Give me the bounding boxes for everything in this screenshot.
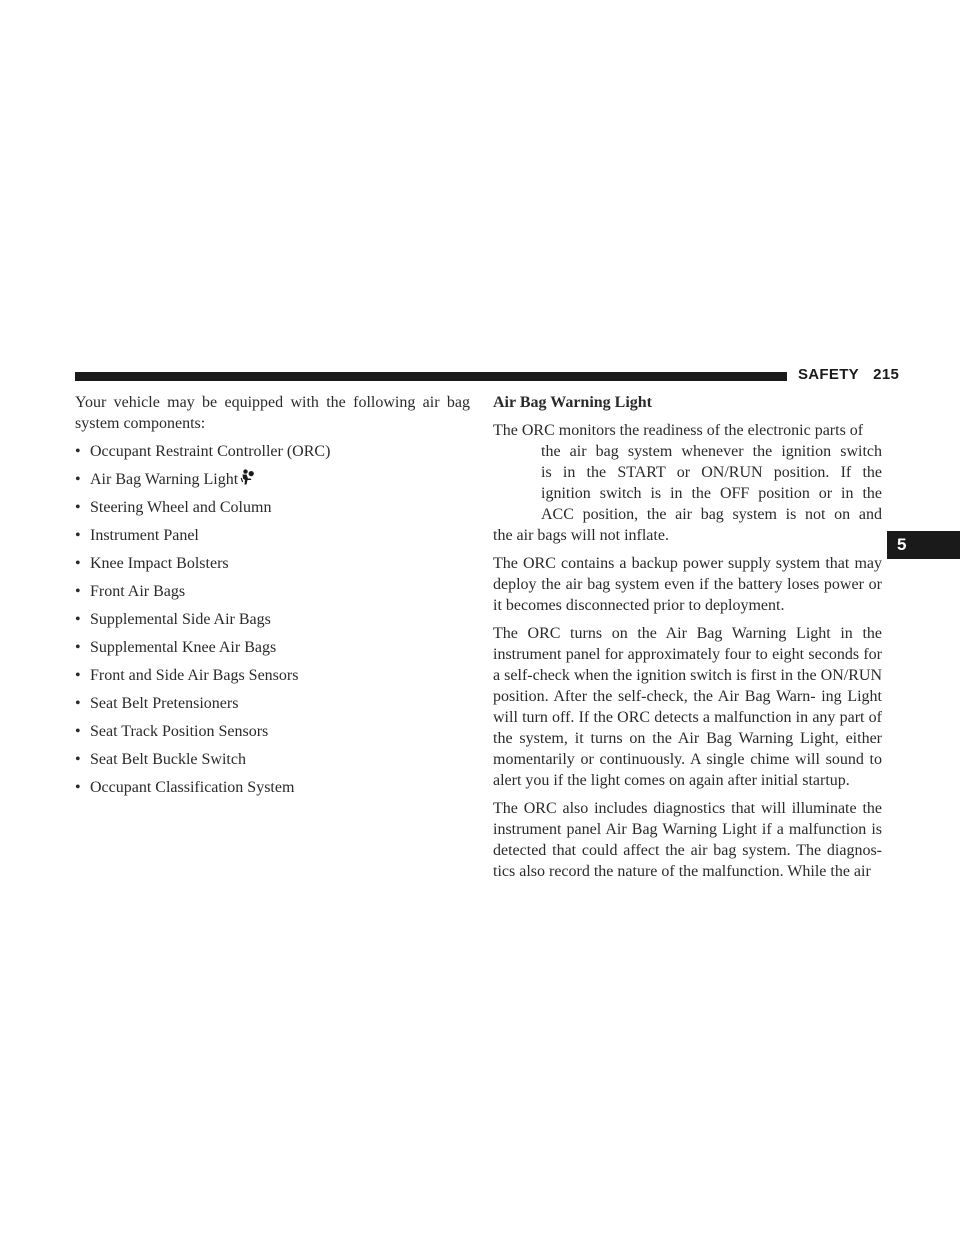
bullet: • [75,471,81,488]
section-heading: Air Bag Warning Light [493,394,652,411]
list-item [75,497,470,518]
paragraph-line: ACC position, the air bag system is not on and [541,506,882,523]
bullet: • [75,443,81,460]
page-number: 215 [873,366,900,383]
bullet: • [75,611,81,628]
bullet: • [75,723,81,740]
list-item [75,665,470,686]
bullet: • [75,695,81,712]
list-item-label: Supplemental Side Air Bags [90,611,271,628]
left-column [75,392,470,805]
paragraph-readiness [493,420,882,546]
list-item-label: Air Bag Warning Light [90,471,239,488]
bullet: • [75,639,81,656]
paragraph-line: the air bag system whenever the ignition switch [541,443,882,460]
list-item-label: Front Air Bags [90,583,186,600]
list-item-label: Steering Wheel and Column [90,499,272,516]
list-item-label: Seat Belt Buckle Switch [90,751,246,768]
list-item [75,693,470,714]
list-item [75,441,470,462]
section-title: SAFETY [798,366,859,383]
list-item-label: Supplemental Knee Air Bags [90,639,277,656]
list-item [75,749,470,770]
list-item-label: Seat Track Position Sensors [90,723,269,740]
chapter-tab: 5 [887,531,960,559]
list-item-label: Occupant Classification System [90,779,295,796]
bullet: • [75,499,81,516]
bullet: • [75,667,81,684]
list-item-label: Instrument Panel [90,527,199,544]
bullet: • [75,583,81,600]
right-column [493,392,882,889]
paragraph-self-check: The ORC turns on the Air Bag Warning Light in the instrument panel for approximately four to eight seconds for a self-check when the ignition switch is first in the ON/RUN position. After the self-check, the Air Bag Warn- ing Light will turn off. If the ORC detects a malfunction in any part of the system, it turns on the Air Bag Warning Light, either momentarily or continuously. A single chime will sound to alert you if the light comes on again after initial startup. [493,625,882,789]
list-item-label: Knee Impact Bolsters [90,555,229,572]
list-item [75,609,470,630]
paragraph-line: the air bags will not inflate. [493,527,669,544]
bullet: • [75,779,81,796]
bullet: • [75,555,81,572]
running-header [798,366,899,383]
list-item-label: Occupant Restraint Controller (ORC) [90,443,331,460]
airbag-warning-icon [240,469,254,486]
list-item [75,553,470,574]
list-item [75,525,470,546]
intro-paragraph: Your vehicle may be equipped with the following air bag system components: [75,394,470,432]
paragraph-line: ignition switch is in the OFF position or in the [541,485,882,502]
bullet: • [75,527,81,544]
paragraph-diagnostics: The ORC also includes diagnostics that will illuminate the instrument panel Air Bag Warning Light if a malfunction is detected that could affect the air bag system. The diagnos- tics also record the nature of the malfunction. While the air [493,800,882,880]
list-item [75,581,470,602]
list-item-label: Front and Side Air Bags Sensors [90,667,299,684]
bullet: • [75,751,81,768]
list-item [75,777,470,798]
paragraph-line: is in the START or ON/RUN position. If the [541,464,882,481]
list-item-label: Seat Belt Pretensioners [90,695,239,712]
paragraph-line: The ORC monitors the readiness of the electronic parts of [493,422,864,439]
paragraph-backup-power: The ORC contains a backup power supply system that may deploy the air bag system even if the battery loses power or it becomes disconnected prior to deployment. [493,555,882,614]
list-item [75,469,470,490]
list-item [75,637,470,658]
component-list [75,441,470,798]
list-item [75,721,470,742]
header-rule [75,372,787,381]
